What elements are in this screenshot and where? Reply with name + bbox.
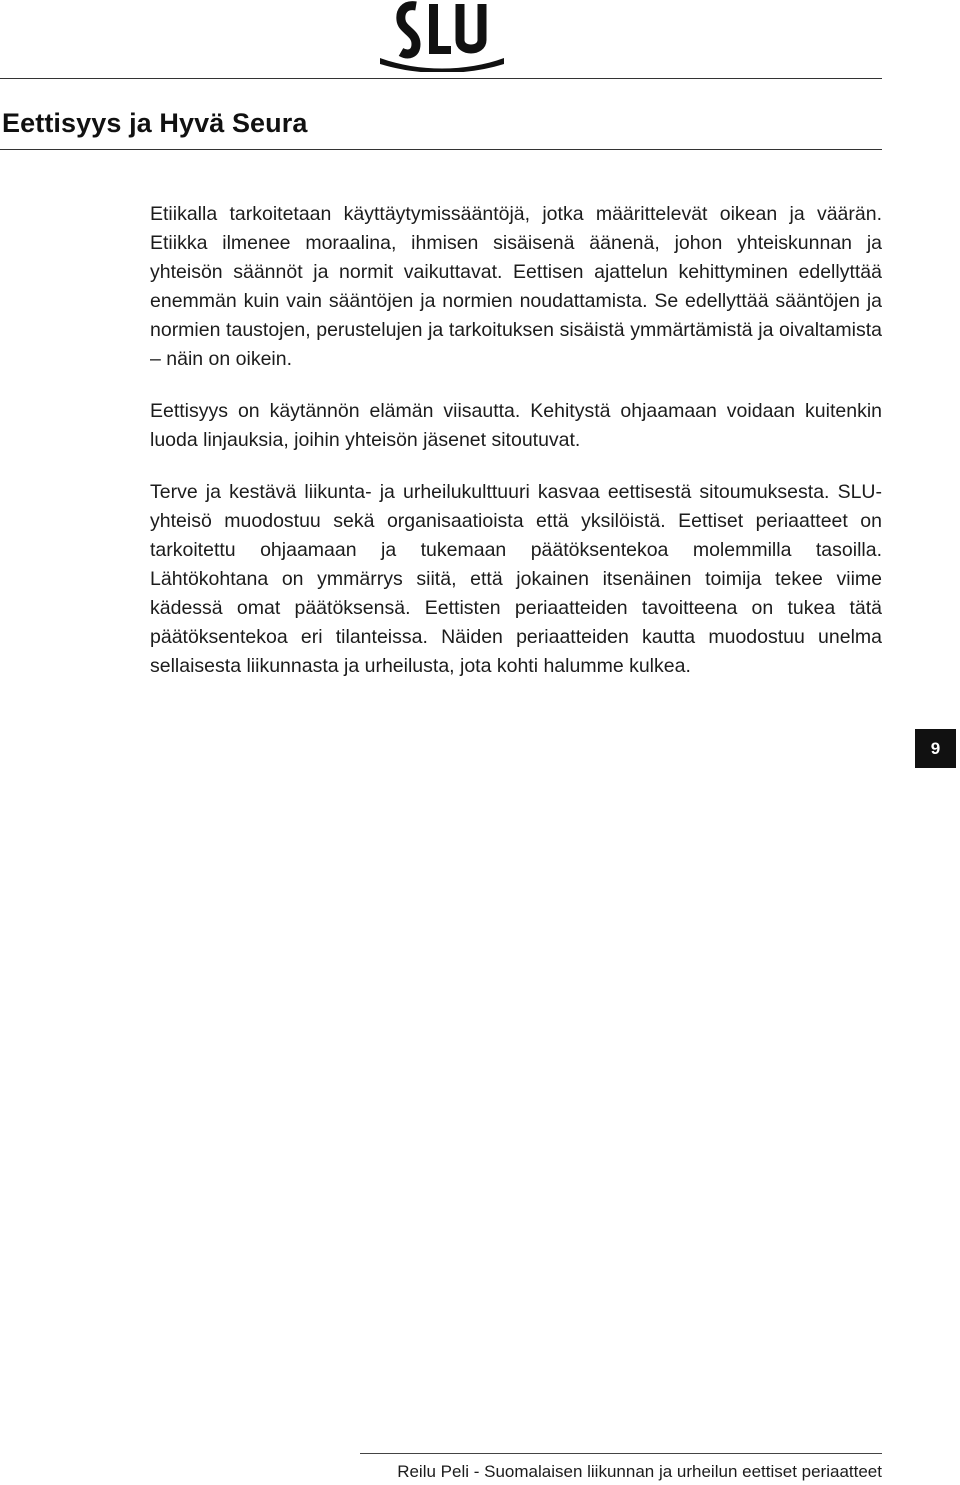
- footer-text: Reilu Peli - Suomalaisen liikunnan ja urheilun eettiset periaatteet: [397, 1462, 882, 1481]
- title-rule: [0, 149, 882, 150]
- slu-logo: [378, 0, 506, 72]
- page-number-tab: 9: [915, 729, 956, 768]
- paragraph-slu-community: Terve ja kestävä liikunta- ja urheilukulttuuri kasvaa eettisestä sitoumuksesta. SLU-yhteisö muodostuu sekä organisaatioista että yksilöistä. Eettiset periaatteet on tarkoitettu ohjaamaan ja tukemaan päätöksentekoa molemmilla tasoilla. Lähtökohtana on ymmärrys siitä, että jokainen itsenäinen toimija tekee viime kädessä omat päätöksensä. Eettisten periaatteiden tavoitteena on tukea tätä päätöksentekoa eri tilanteissa. Näiden periaatteiden kautta muodostuu unelma sellaisesta liikunnasta ja urheilusta, jota kohti halumme kulkea.: [150, 481, 882, 677]
- header-rule: [0, 78, 882, 79]
- body-text: [150, 200, 882, 704]
- slu-logo-mark: [378, 0, 506, 72]
- paragraph-ethics-wisdom: Eettisyys on käytännön elämän viisautta. Kehitystä ohjaamaan voidaan kuitenkin luoda linjauksia, joihin yhteisön jäsenet sitoutuvat.: [150, 400, 882, 451]
- paragraph-ethics-definition: Etiikalla tarkoitetaan käyttäytymissääntöjä, jotka määrittelevät oikean ja väärän. Etiikka ilmenee moraalina, ihmisen sisäisenä äänenä, johon yhteiskunnan ja yhteisön säännöt ja normit vaikuttavat. Eettisen ajattelun kehittyminen edellyttää enemmän kuin vain sääntöjen ja normien noudattamista. Se edellyttää sääntöjen ja normien taustojen, perustelujen ja tarkoituksen sisäistä ymmärtämistä ja oivaltamista – näin on oikein.: [150, 203, 882, 370]
- footer-rule: [360, 1453, 882, 1454]
- page-title: Eettisyys ja Hyvä Seura: [2, 108, 308, 138]
